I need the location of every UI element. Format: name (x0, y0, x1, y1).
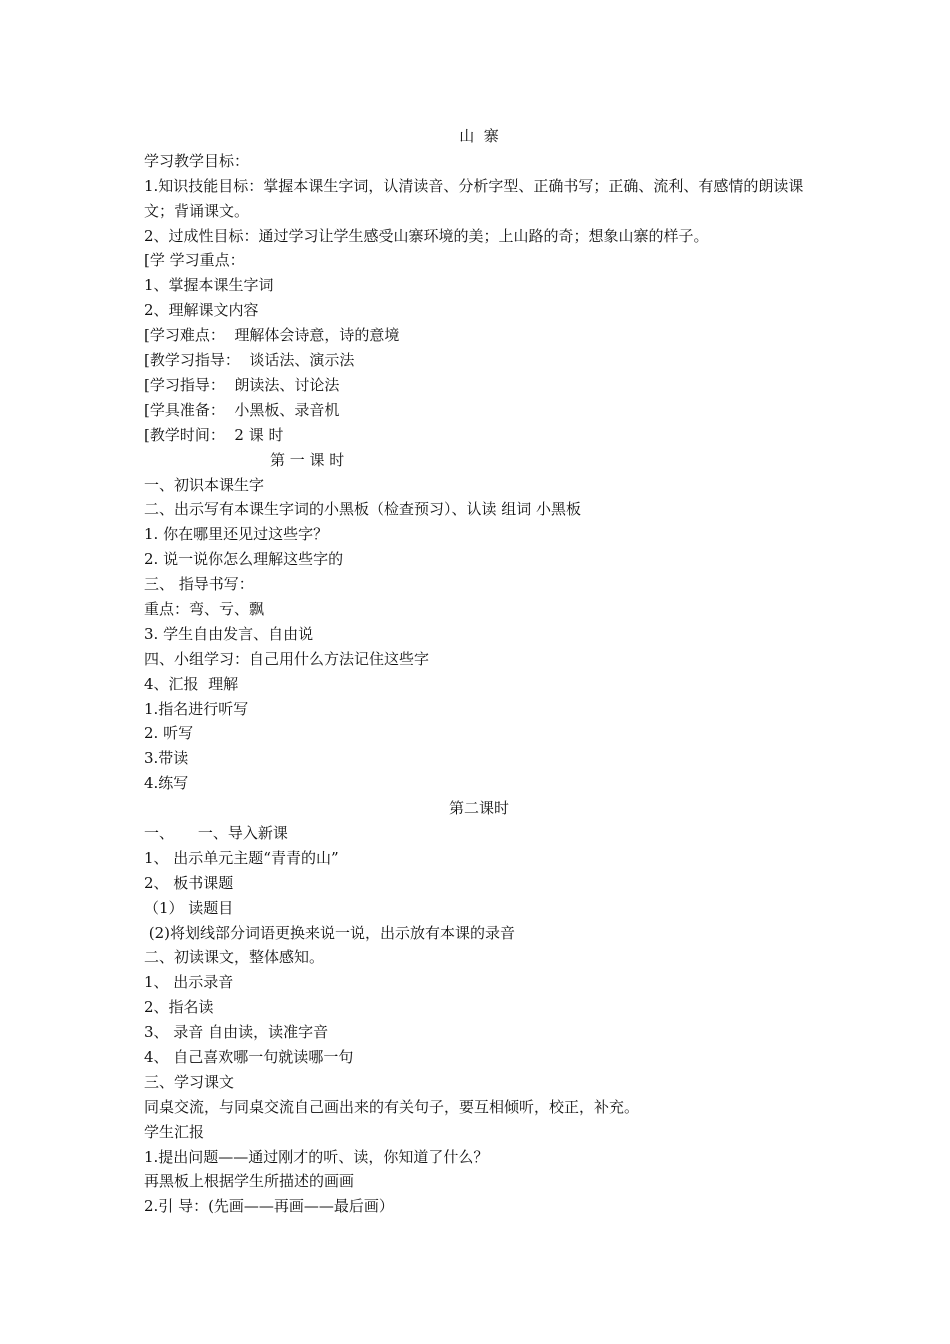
teaching-guide-line: [教学习指导： 谈话法、演示法 (144, 351, 355, 370)
lesson-2-line: 二、初读课文，整体感知。 (144, 948, 325, 967)
goal-2: 2、过成性目标：通过学习让学生感受山寨环境的美；上山路的奇；想象山寨的样子。 (144, 226, 709, 245)
lesson-2-line: 2、指名读 (144, 998, 214, 1017)
lesson-1-line: 二、出示写有本课生字词的小黑板（检查预习）、认读 组词 小黑板 (144, 500, 582, 519)
lesson-2-line: 再黑板上根据学生所描述的画画 (144, 1172, 355, 1191)
lesson-2-line: 学生汇报 (144, 1122, 205, 1141)
lesson-1-line: 1.指名进行听写 (144, 699, 249, 718)
lesson-1-line: 四、小组学习：自己用什么方法记住这些字 (144, 649, 430, 668)
lesson-1-line: 4、汇报 理解 (144, 674, 239, 693)
lesson-1-line: 3. 学生自由发言、自由说 (144, 624, 314, 643)
lesson-2-line: 1.提出问题——通过刚才的听、读，你知道了什么？ (144, 1147, 489, 1166)
lesson-2-line: 三、学习课文 (144, 1072, 235, 1091)
lesson-2-line: 同桌交流，与同桌交流自己画出来的有关句子，要互相倾听，校正，补充。 (144, 1097, 640, 1116)
lesson-1-line: 重点：弯、亏、飘 (144, 599, 265, 618)
lesson-2-line: 一、 一、导入新课 (144, 823, 288, 842)
goals-heading: 学习教学目标： (144, 151, 250, 170)
document-page (144, 124, 814, 1219)
lesson-1-line: 2. 说一说你怎么理解这些字的 (144, 550, 344, 569)
lesson-2-line: (2)将划线部分词语更换来说一说，出示放有本课的录音 (144, 923, 516, 942)
lesson-2-line: 3、 录音 自由读，读准字音 (144, 1023, 329, 1042)
teaching-time-line: [教学时间： 2 课 时 (144, 425, 284, 444)
difficulty-line: [学习难点： 理解体会诗意，诗的意境 (144, 326, 400, 345)
lesson-2-line: 1、 出示录音 (144, 973, 234, 992)
lesson-2-line: 4、 自己喜欢哪一句就读哪一句 (144, 1047, 354, 1066)
lesson-1-line: 1. 你在哪里还见过这些字？ (144, 525, 329, 544)
learning-guide-line: [学习指导： 朗读法、讨论法 (144, 375, 340, 394)
lesson-1-heading: 第 一 课 时 (270, 450, 345, 469)
goal-1: 1.知识技能目标：掌握本课生字词，认清读音、分析字型、正确书写；正确、流利、有感情的朗读课文；背诵课文。 (144, 176, 804, 220)
lesson-1-line: 4.练写 (144, 774, 189, 793)
lesson-2-line: 2.引 导：(先画——再画——最后画） (144, 1197, 394, 1216)
lesson-1-line: 一、初识本课生字 (144, 475, 265, 494)
lesson-1-line: 3.带读 (144, 749, 189, 768)
lesson-2-line: 1、 出示单元主题“青青的山” (144, 848, 339, 867)
tools-line: [学具准备： 小黑板、录音机 (144, 400, 340, 419)
lesson-2-line: （1） 读题目 (144, 898, 234, 917)
document-title: 山 寨 (459, 127, 499, 145)
key-point-2: 2、理解课文内容 (144, 301, 259, 320)
lesson-1-line: 2. 听写 (144, 724, 194, 743)
lesson-2-heading: 第二课时 (448, 799, 509, 818)
lesson-2-line: 2、 板书课题 (144, 873, 234, 892)
key-points-heading: [学 学习重点： (144, 251, 245, 270)
lesson-1-line: 三、 指导书写： (144, 575, 254, 594)
key-point-1: 1、掌握本课生字词 (144, 276, 274, 295)
